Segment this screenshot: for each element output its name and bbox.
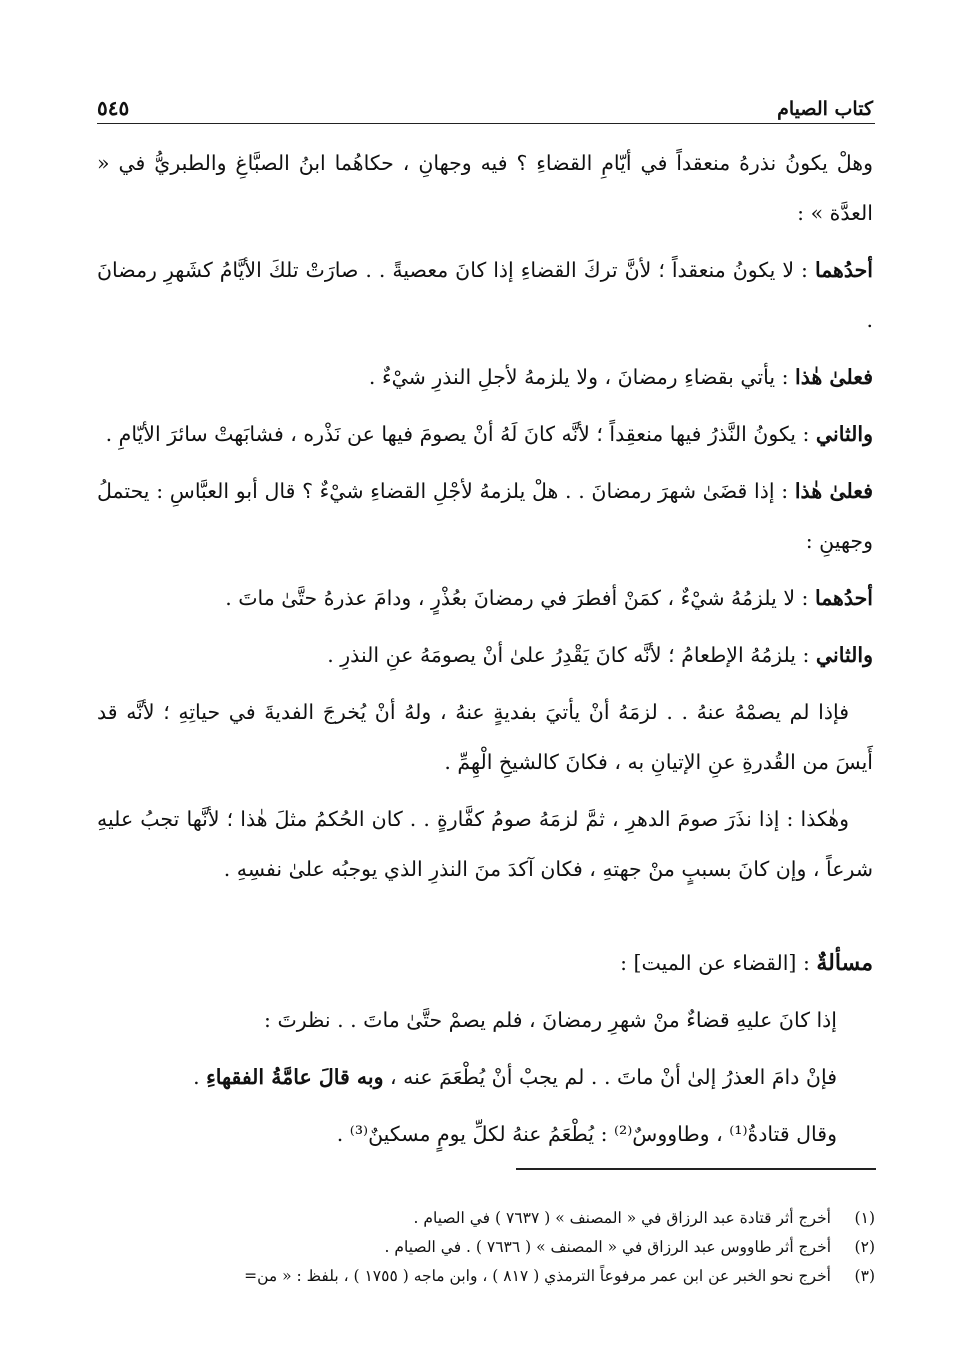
footnote-number: (٢) — [854, 1238, 875, 1256]
footnote-number: (١) — [854, 1209, 875, 1227]
footnote-divider — [516, 1168, 876, 1170]
issue-line-bold: وبه قالَ عامَّةُ الفقهاءِ — [206, 1065, 384, 1089]
footnotes — [97, 1204, 875, 1291]
paragraph — [97, 466, 873, 566]
header-divider — [97, 123, 875, 124]
paragraph — [97, 573, 873, 623]
paragraph-lead: فعلىٰ هٰذا — [795, 365, 873, 389]
paragraph-text: : يلزمُهُ الإطعامُ ؛ لأنَّه كانَ يَقْدِرُ علىٰ أنْ يصومَهُ عنِ النذرِ . — [327, 643, 816, 667]
issue-line — [97, 995, 837, 1045]
paragraph-text: : لا يلزمُهُ شيْءٌ ، كمَنْ أفطرَ في رمضانَ بعُذْرٍ ، ودامَ عذرهُ حتَّىٰ ماتَ . — [225, 586, 815, 610]
paragraph-lead: فعلىٰ هٰذا — [794, 479, 874, 503]
footnote — [97, 1204, 875, 1233]
chapter-title: كتاب الصيام — [777, 98, 873, 120]
paragraph-text: : يأتي بقضاءِ رمضانَ ، ولا يلزمهُ لأجلِ النذرِ شيْءٌ . — [368, 365, 796, 389]
page-number: ٥٤٥ — [97, 96, 130, 120]
paragraph-text: وهٰكذا : إذا نذَرَ صومَ الدهرِ ، ثمَّ لزمَهُ صومُ كفَّارةٍ . . كان الحُكمُ مثلَ هٰذا ؛ لأنَّها تجبُ عليهِ شرعاً ، وإن كانَ بسببٍ منْ جهتهِ ، فكان آكدَ منَ النذرِ الذي يوجبُه علىٰ نفسِهِ . — [97, 807, 873, 881]
issue-line-text: فإنْ دامَ العذرُ إلىٰ أنْ ماتَ . . لم يجبْ أنْ يُطْعَمَ عنه ، — [383, 1065, 837, 1089]
footnote-text: أخرج أثر طاووس عبد الرزاق في « المصنف » ( ٧٦٣٦ ) . في الصيام . — [384, 1238, 831, 1256]
paragraph-text: : لا يكونُ منعقداً ؛ لأنَّ تركَ القضاءِ إذا كانَ معصيةً . . صارَتْ تلكَ الأيَّامُ كشَهرِ رمضانَ . — [97, 258, 873, 332]
paragraph-lead: أحدُهما — [814, 586, 873, 610]
footnote-number: (٣) — [854, 1267, 875, 1285]
issue-line-text: إذا كانَ عليهِ قضاءٌ منْ شهرِ رمضانَ ، فلم يصمْ حتَّىٰ ماتَ . . نظرتَ : — [264, 1008, 837, 1032]
paragraph — [97, 630, 873, 680]
paragraph-text: : إذا قضَىٰ شهرَ رمضانَ . . هلْ يلزمهُ لأجْلِ القضاءِ شيْءٌ ؟ قال أبو العبَّاسِ : يحتملُ وجهينِ : — [97, 479, 873, 553]
main-text — [97, 138, 873, 1166]
paragraph-lead: أحدُهما — [814, 258, 873, 282]
paragraph-text: فإذا لم يصمْهُ عنهُ . . لزمَهُ أنْ يأتيَ بفديةٍ عنهُ ، ولهُ أنْ يُخرجَ الفديةَ في حياتِهِ ؛ لأنَّه قد أَيسَ من القُدرةِ عنِ الإتيانِ به ، فكانَ كالشيخِ الْهِمِّ . — [97, 700, 873, 774]
footnote — [97, 1262, 875, 1291]
issue-line — [97, 1052, 837, 1102]
paragraph-lead: والثاني — [815, 643, 873, 667]
paragraph-text: : يكونُ النَّذرُ فيها منعقِداً ؛ لأنَّه كانَ لَهُ أنْ يصومَ فيها عن نَذْره ، فشابَهتْ سائرَ الأيّامِ . — [105, 422, 816, 446]
issue-line — [97, 1109, 837, 1159]
footnote-text: أخرج نحو الخبر عن ابن عمر مرفوعاً الترمذي ( ٨١٧ ) ، وابن ماجه ( ١٧٥٥ ) ، بلفظ : « من= — [244, 1267, 831, 1285]
paragraph-text: وهلْ يكونُ نذرهُ منعقداً في أيّامِ القضاءِ ؟ فيه وجهانِ ، حكاهُما ابنُ الصبَّاغِ والطبريُّ في « العدَّة » : — [97, 151, 873, 225]
paragraph — [97, 138, 873, 238]
footnote — [97, 1233, 875, 1262]
footnote-text: أخرج أثر قتادة عبد الرزاق في « المصنف » ( ٧٦٣٧ ) في الصيام . — [413, 1209, 831, 1227]
paragraph — [97, 794, 873, 894]
issue-heading — [97, 938, 873, 988]
paragraph — [97, 409, 873, 459]
issue-line-tail: . — [193, 1065, 207, 1089]
issue-title: مسألةٌ — [816, 950, 873, 976]
paragraph — [97, 352, 873, 402]
issue-line-text: وقال قتادةُ⁽¹⁾ ، وطاووسٌ⁽²⁾ : يُطْعَمُ عنهُ لكلِّ يومٍ مسكينٌ⁽³⁾ . — [336, 1122, 837, 1146]
issue-subtitle: : [القضاء عن الميت] : — [620, 951, 817, 975]
running-header — [97, 86, 873, 120]
paragraph-lead: والثاني — [815, 422, 873, 446]
paragraph — [97, 687, 873, 787]
paragraph — [97, 245, 873, 345]
